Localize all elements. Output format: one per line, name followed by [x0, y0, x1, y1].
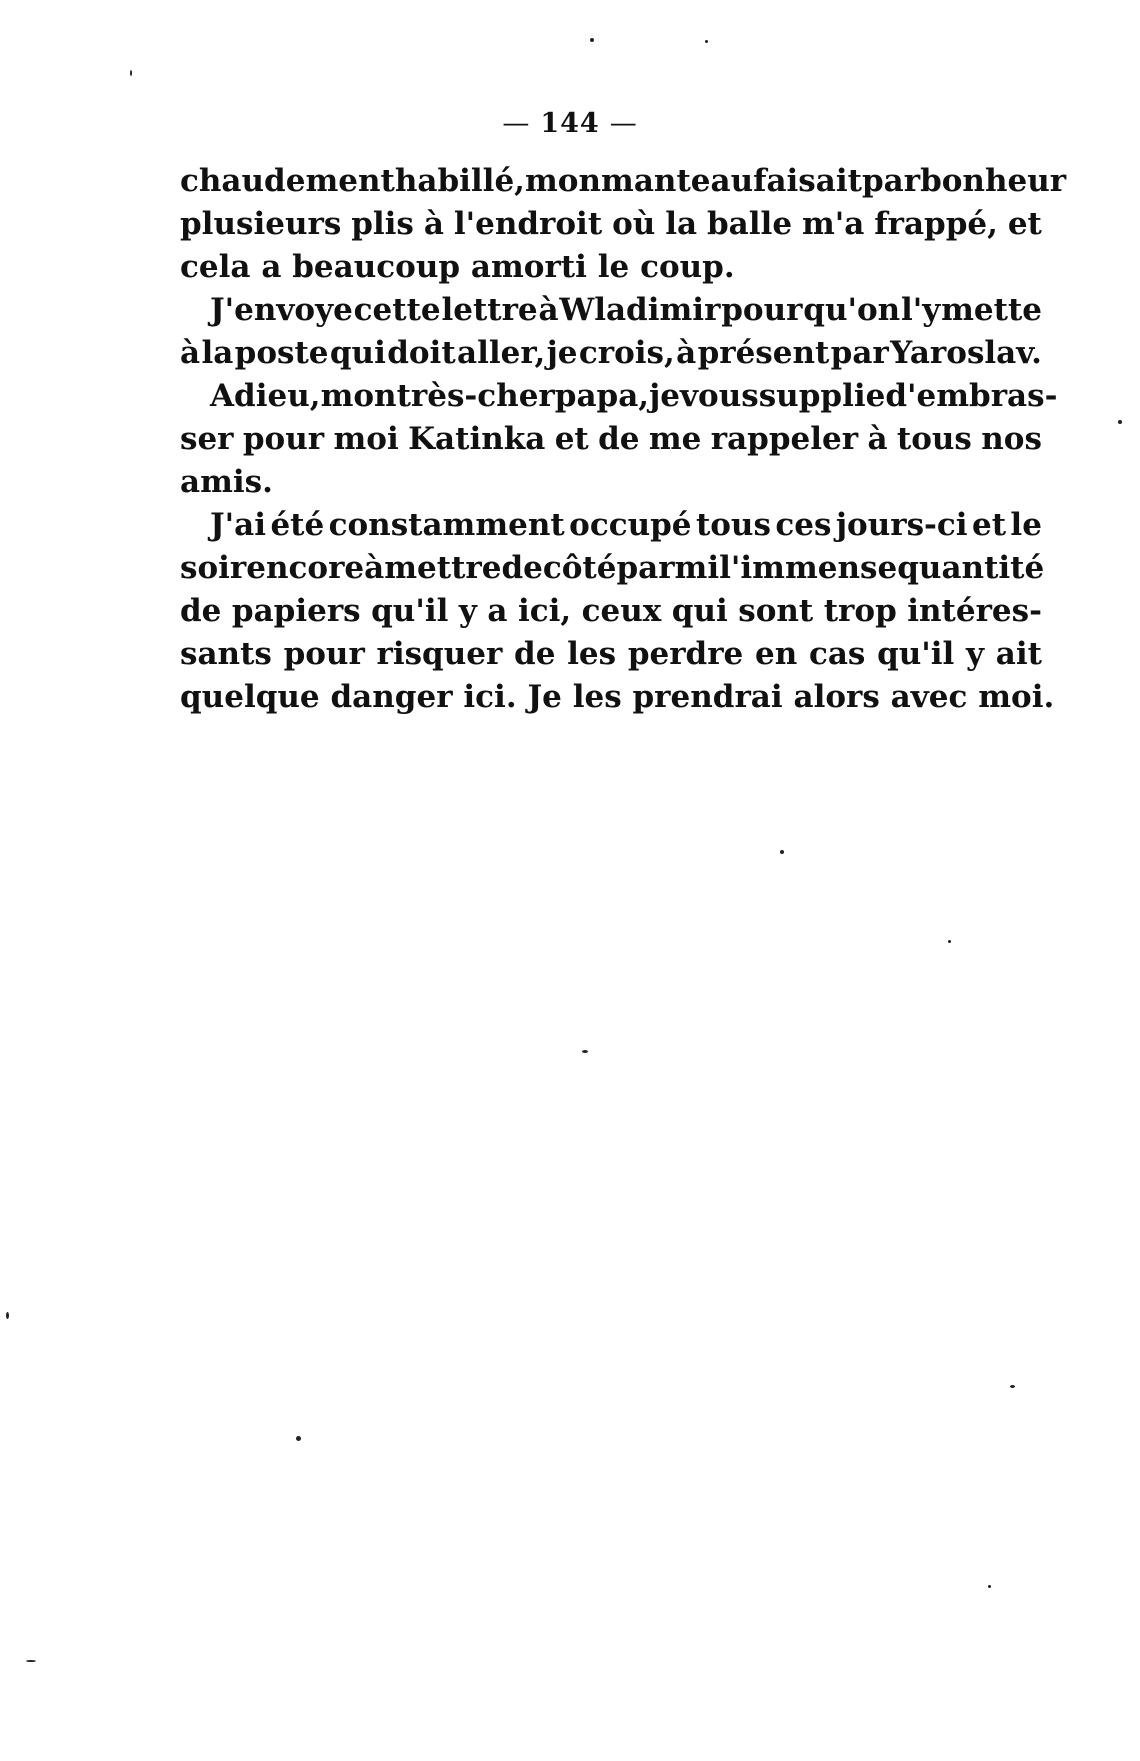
- text-word: ces: [775, 507, 832, 543]
- text-word: faisait: [753, 163, 862, 199]
- text-word: encore: [246, 550, 365, 586]
- text-line: [180, 633, 1042, 676]
- text-word: par: [830, 335, 889, 371]
- scan-speck: [130, 70, 132, 76]
- text-word: cas: [808, 636, 866, 672]
- text-word: ceux: [581, 593, 662, 629]
- text-word: plusieurs: [180, 206, 342, 242]
- text-word: de: [501, 550, 543, 586]
- scan-speck: [590, 38, 594, 42]
- text-line: [180, 418, 1042, 461]
- text-word: je: [649, 378, 681, 414]
- text-word: qui: [329, 335, 386, 371]
- text-word: J'envoye: [210, 292, 353, 328]
- text-word: y: [966, 636, 985, 672]
- text-word: tous: [695, 507, 771, 543]
- text-word: jours-ci: [835, 507, 968, 543]
- text-word: à: [423, 206, 444, 242]
- text-line: [180, 332, 1042, 375]
- text-word: à: [867, 421, 888, 457]
- text-word: J'ai: [210, 507, 267, 543]
- text-word: cela: [180, 249, 251, 285]
- text-word: constamment: [328, 507, 565, 543]
- text-word: ici,: [517, 593, 572, 629]
- text-word: qu'il: [371, 593, 449, 629]
- text-word: poste: [234, 335, 329, 371]
- text-word: pour: [283, 636, 365, 672]
- scan-speck: [1010, 1385, 1015, 1388]
- text-word: amis.: [180, 464, 273, 500]
- text-word: coup.: [640, 249, 735, 285]
- text-word: les: [567, 636, 617, 672]
- text-word: frappé,: [874, 206, 998, 242]
- text-word: intéres-: [907, 593, 1042, 629]
- text-word: Katinka: [408, 421, 546, 457]
- text-word: Yaroslav.: [890, 335, 1042, 371]
- text-word: où: [612, 206, 656, 242]
- text-word: trop: [823, 593, 897, 629]
- text-word: à: [676, 335, 697, 371]
- text-word: perdre: [627, 636, 744, 672]
- text-word: manteau: [601, 163, 754, 199]
- text-word: je: [546, 335, 578, 371]
- text-word: de: [180, 593, 222, 629]
- text-word: qu'il: [877, 636, 955, 672]
- text-word: habillé,: [394, 163, 525, 199]
- text-line: [180, 676, 1055, 719]
- text-word: prendrai: [632, 679, 783, 715]
- scan-speck: [705, 40, 708, 43]
- scan-speck: [1118, 420, 1122, 424]
- text-word: beaucoup: [292, 249, 461, 285]
- text-word: parmi: [616, 550, 720, 586]
- scan-speck: [948, 940, 951, 943]
- text-line: [180, 289, 1042, 332]
- text-word: quantité: [897, 550, 1045, 586]
- text-word: qui: [671, 593, 728, 629]
- text-word: lettre: [441, 292, 538, 328]
- text-word: Wladimir: [559, 292, 721, 328]
- text-word: danger: [330, 679, 453, 715]
- text-line: [180, 590, 1042, 633]
- text-line: [180, 504, 1042, 547]
- text-word: à: [180, 335, 201, 371]
- page-number-value: 144: [540, 108, 600, 139]
- text-word: les: [572, 679, 622, 715]
- text-word: d'embras-: [885, 378, 1058, 414]
- text-word: avec: [890, 679, 968, 715]
- text-word: par: [861, 163, 921, 199]
- text-word: aller,: [457, 335, 546, 371]
- scan-speck: [780, 850, 784, 854]
- scan-speck: [988, 1585, 991, 1588]
- scan-speck: [582, 1050, 588, 1053]
- text-word: présent: [697, 335, 830, 371]
- text-word: papa,: [554, 378, 650, 414]
- text-word: alors: [793, 679, 880, 715]
- text-word: moi.: [978, 679, 1055, 715]
- text-word: ici.: [463, 679, 517, 715]
- page-number-dash-right: —: [609, 108, 638, 139]
- text-word: de: [514, 636, 556, 672]
- text-word: le: [597, 249, 630, 285]
- text-word: quelque: [180, 679, 320, 715]
- text-word: l'endroit: [453, 206, 603, 242]
- text-word: à: [364, 550, 385, 586]
- text-word: bonheur: [920, 163, 1067, 199]
- text-word: de: [598, 421, 640, 457]
- text-word: m'a: [801, 206, 865, 242]
- text-word: risquer: [376, 636, 503, 672]
- text-word: ser: [180, 421, 234, 457]
- page-number: [0, 108, 1140, 139]
- text-word: me: [648, 421, 702, 457]
- text-word: mettre: [384, 550, 502, 586]
- text-line: [180, 375, 1058, 418]
- text-word: la: [201, 335, 234, 371]
- text-word: occupé: [569, 507, 692, 543]
- text-word: Je: [527, 679, 562, 715]
- text-word: la: [665, 206, 698, 242]
- text-word: sants: [180, 636, 272, 672]
- text-line: [180, 203, 1042, 246]
- text-word: cette: [353, 292, 441, 328]
- text-word: crois,: [578, 335, 675, 371]
- body-text: [180, 160, 1067, 719]
- text-word: ait: [995, 636, 1042, 672]
- text-word: chaudement: [180, 163, 395, 199]
- text-word: qu'on: [803, 292, 901, 328]
- scan-speck: [6, 1312, 9, 1319]
- text-word: a: [261, 249, 282, 285]
- text-word: l'y: [901, 292, 941, 328]
- text-word: mette: [941, 292, 1042, 328]
- page-number-dash-left: —: [502, 108, 531, 139]
- text-word: très-cher: [396, 378, 555, 414]
- text-word: papiers: [231, 593, 361, 629]
- text-word: pour: [242, 421, 325, 457]
- text-word: mon: [524, 163, 602, 199]
- text-word: pour: [721, 292, 803, 328]
- text-word: et: [971, 507, 1007, 543]
- scan-speck: [26, 1660, 36, 1662]
- text-word: soir: [180, 550, 247, 586]
- scan-speck: [296, 1436, 301, 1441]
- text-word: y: [458, 593, 477, 629]
- text-word: et: [1007, 206, 1042, 242]
- text-word: balle: [707, 206, 793, 242]
- text-word: le: [1010, 507, 1042, 543]
- text-line: [180, 461, 1042, 504]
- text-word: Adieu,: [210, 378, 321, 414]
- text-word: moi: [333, 421, 399, 457]
- text-word: plis: [351, 206, 414, 242]
- text-word: doit: [387, 335, 456, 371]
- text-word: été: [270, 507, 325, 543]
- text-word: l'immense: [719, 550, 898, 586]
- text-word: vous: [680, 378, 759, 414]
- text-word: sont: [738, 593, 814, 629]
- text-word: a: [487, 593, 508, 629]
- text-line: [180, 160, 1067, 203]
- text-word: amorti: [470, 249, 587, 285]
- text-word: tous: [896, 421, 972, 457]
- text-word: côté: [542, 550, 617, 586]
- text-word: et: [554, 421, 589, 457]
- text-line: [180, 246, 1042, 289]
- text-word: rappeler: [710, 421, 859, 457]
- text-word: en: [754, 636, 798, 672]
- text-word: à: [538, 292, 559, 328]
- text-word: supplie: [758, 378, 886, 414]
- text-word: mon: [320, 378, 397, 414]
- text-line: [180, 547, 1045, 590]
- text-word: nos: [981, 421, 1042, 457]
